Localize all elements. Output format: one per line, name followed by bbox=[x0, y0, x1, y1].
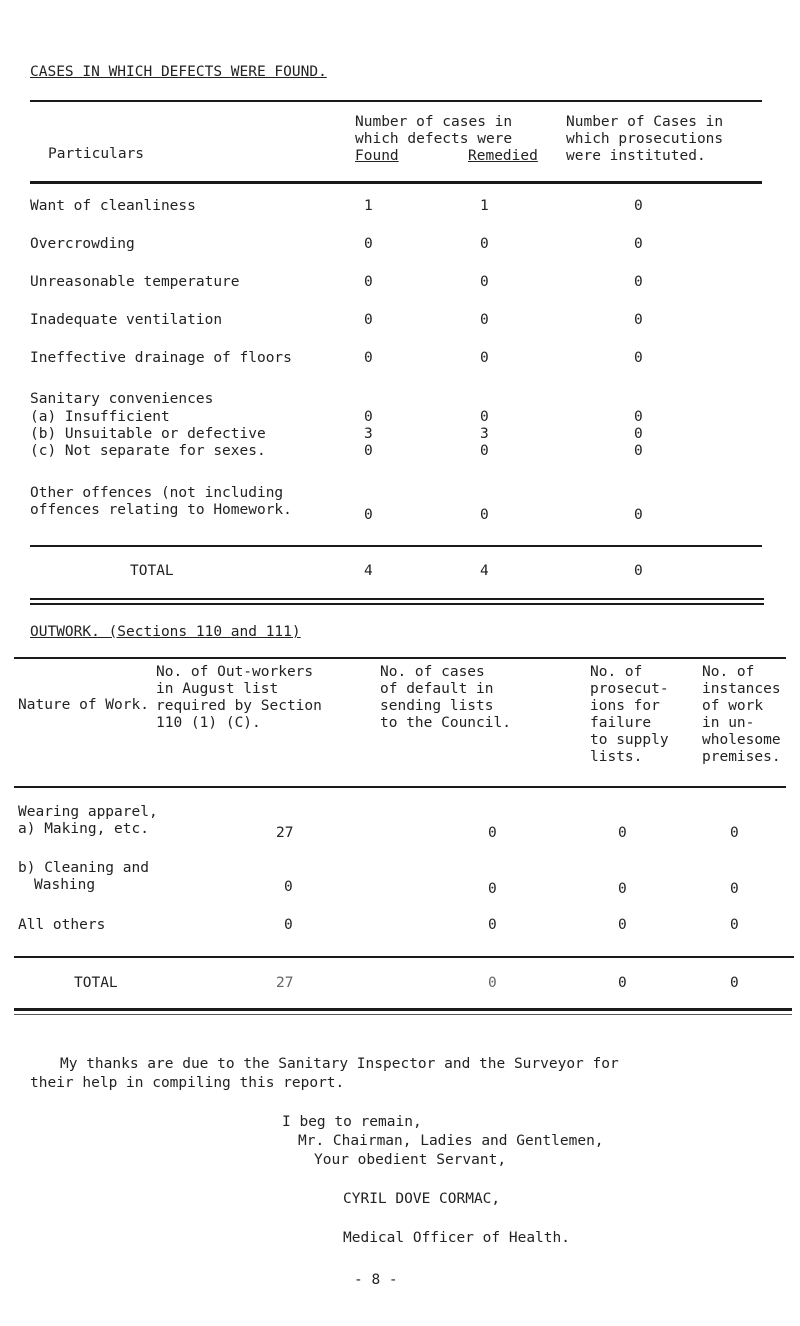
page-number: - 8 - bbox=[354, 1272, 398, 1288]
cell-found: 3 bbox=[364, 426, 373, 442]
double-rule-top bbox=[30, 598, 764, 600]
double-rule-bottom bbox=[30, 603, 764, 605]
cell-found: 0 bbox=[364, 236, 373, 252]
col-header-out-l3: required by Section bbox=[156, 698, 322, 714]
total-prosecutions: 0 bbox=[618, 975, 627, 991]
cell-prosecutions: 0 bbox=[634, 236, 643, 252]
col-header-pros-l3: were instituted. bbox=[566, 148, 706, 164]
cell-outworkers: 0 bbox=[284, 917, 293, 933]
cell-prosecutions: 0 bbox=[634, 426, 643, 442]
closing-address: Mr. Chairman, Ladies and Gentlemen, bbox=[298, 1133, 604, 1149]
cell-prosecutions: 0 bbox=[634, 350, 643, 366]
cell-found: 0 bbox=[364, 409, 373, 425]
row-label: (a) Insufficient bbox=[30, 409, 170, 425]
header-rule bbox=[30, 181, 762, 184]
cell-instances: 0 bbox=[730, 917, 739, 933]
cell-found: 0 bbox=[364, 443, 373, 459]
cell-found: 0 bbox=[364, 274, 373, 290]
total-default: 0 bbox=[488, 975, 497, 991]
section-heading-outwork: OUTWORK. (Sections 110 and 111) bbox=[30, 624, 301, 640]
col-header-pro-l5: to supply bbox=[590, 732, 669, 748]
cell-prosecutions: 0 bbox=[634, 274, 643, 290]
signatory-title: Medical Officer of Health. bbox=[343, 1230, 570, 1246]
col-header-ins-l3: of work bbox=[702, 698, 764, 714]
cell-remedied: 0 bbox=[480, 236, 489, 252]
total-instances: 0 bbox=[730, 975, 739, 991]
cell-outworkers: 0 bbox=[284, 879, 293, 895]
col-header-pro-l1: No. of bbox=[590, 664, 643, 680]
col-header-out-l2: in August list bbox=[156, 681, 279, 697]
col-header-out-l1: No. of Out-workers bbox=[156, 664, 314, 680]
row-label-l1: Other offences (not including bbox=[30, 485, 284, 501]
col-header-ins-l4: in un- bbox=[702, 715, 755, 731]
row-label: Inadequate ventilation bbox=[30, 312, 223, 328]
row-label: (c) Not separate for sexes. bbox=[30, 443, 266, 459]
cell-remedied: 0 bbox=[480, 274, 489, 290]
cell-instances: 0 bbox=[730, 881, 739, 897]
row-label: All others bbox=[18, 917, 106, 933]
closing-servant: Your obedient Servant, bbox=[314, 1152, 507, 1168]
col-header-remedied: Remedied bbox=[468, 148, 538, 164]
row-label-l2: Washing bbox=[34, 877, 96, 893]
sanitary-label: Sanitary conveniences bbox=[30, 391, 214, 407]
cell-remedied: 0 bbox=[480, 350, 489, 366]
row-label-l2: a) Making, etc. bbox=[18, 821, 149, 837]
cell-default: 0 bbox=[488, 881, 497, 897]
thanks-line-1: My thanks are due to the Sanitary Inspector and the Surveyor for bbox=[60, 1056, 619, 1072]
cell-remedied: 0 bbox=[480, 409, 489, 425]
double-rule-top bbox=[14, 1008, 792, 1011]
row-label: Overcrowding bbox=[30, 236, 135, 252]
cell-remedied: 3 bbox=[480, 426, 489, 442]
cell-remedied: 0 bbox=[480, 507, 489, 523]
col-header-def-l1: No. of cases bbox=[380, 664, 485, 680]
row-label: Ineffective drainage of floors bbox=[30, 350, 292, 366]
total-label: TOTAL bbox=[130, 563, 174, 579]
col-header-particulars: Particulars bbox=[48, 146, 145, 162]
col-header-ins-l1: No. of bbox=[702, 664, 755, 680]
row-label-l1: b) Cleaning and bbox=[18, 860, 149, 876]
col-header-ins-l2: instances bbox=[702, 681, 781, 697]
cell-remedied: 1 bbox=[480, 198, 489, 214]
col-header-cases-l2: which defects were bbox=[355, 131, 513, 147]
outwork-top-rule bbox=[14, 657, 786, 659]
section-heading-defects: CASES IN WHICH DEFECTS WERE FOUND. bbox=[30, 64, 327, 80]
cell-prosecutions: 0 bbox=[618, 881, 627, 897]
cell-prosecutions: 0 bbox=[634, 198, 643, 214]
double-rule-bottom bbox=[14, 1014, 792, 1015]
outwork-total-rule bbox=[14, 956, 794, 958]
row-label: (b) Unsuitable or defective bbox=[30, 426, 266, 442]
col-header-def-l2: of default in bbox=[380, 681, 494, 697]
col-header-def-l4: to the Council. bbox=[380, 715, 511, 731]
col-header-cases-l1: Number of cases in bbox=[355, 114, 513, 130]
cell-instances: 0 bbox=[730, 825, 739, 841]
col-header-def-l3: sending lists bbox=[380, 698, 494, 714]
cell-outworkers: 27 bbox=[276, 825, 294, 841]
total-found: 4 bbox=[364, 563, 373, 579]
col-header-ins-l5: wholesome bbox=[702, 732, 781, 748]
cell-prosecutions: 0 bbox=[618, 825, 627, 841]
col-header-out-l4: 110 (1) (C). bbox=[156, 715, 261, 731]
col-header-nature: Nature of Work. bbox=[18, 697, 149, 713]
col-header-pro-l4: failure bbox=[590, 715, 652, 731]
col-header-pros-l1: Number of Cases in bbox=[566, 114, 724, 130]
cell-prosecutions: 0 bbox=[634, 507, 643, 523]
col-header-pro-l2: prosecut- bbox=[590, 681, 669, 697]
cell-default: 0 bbox=[488, 825, 497, 841]
cell-found: 0 bbox=[364, 507, 373, 523]
total-prosecutions: 0 bbox=[634, 563, 643, 579]
closing-remain: I beg to remain, bbox=[282, 1114, 422, 1130]
cell-default: 0 bbox=[488, 917, 497, 933]
col-header-ins-l6: premises. bbox=[702, 749, 781, 765]
row-label-l1: Wearing apparel, bbox=[18, 804, 158, 820]
total-remedied: 4 bbox=[480, 563, 489, 579]
cell-remedied: 0 bbox=[480, 312, 489, 328]
row-label: Unreasonable temperature bbox=[30, 274, 240, 290]
cell-prosecutions: 0 bbox=[618, 917, 627, 933]
total-label: TOTAL bbox=[74, 975, 118, 991]
total-outworkers: 27 bbox=[276, 975, 294, 991]
cell-found: 1 bbox=[364, 198, 373, 214]
cell-prosecutions: 0 bbox=[634, 409, 643, 425]
col-header-found: Found bbox=[355, 148, 399, 164]
col-header-pro-l6: lists. bbox=[590, 749, 643, 765]
col-header-pro-l3: ions for bbox=[590, 698, 660, 714]
thanks-line-2: their help in compiling this report. bbox=[30, 1075, 345, 1091]
signatory-name: CYRIL DOVE CORMAC, bbox=[343, 1191, 501, 1207]
cell-prosecutions: 0 bbox=[634, 443, 643, 459]
outwork-header-rule bbox=[14, 786, 786, 788]
col-header-pros-l2: which prosecutions bbox=[566, 131, 724, 147]
row-label: Want of cleanliness bbox=[30, 198, 196, 214]
cell-found: 0 bbox=[364, 350, 373, 366]
cell-remedied: 0 bbox=[480, 443, 489, 459]
table-top-rule bbox=[30, 100, 762, 102]
total-rule bbox=[30, 545, 762, 547]
cell-found: 0 bbox=[364, 312, 373, 328]
cell-prosecutions: 0 bbox=[634, 312, 643, 328]
row-label-l2: offences relating to Homework. bbox=[30, 502, 292, 518]
